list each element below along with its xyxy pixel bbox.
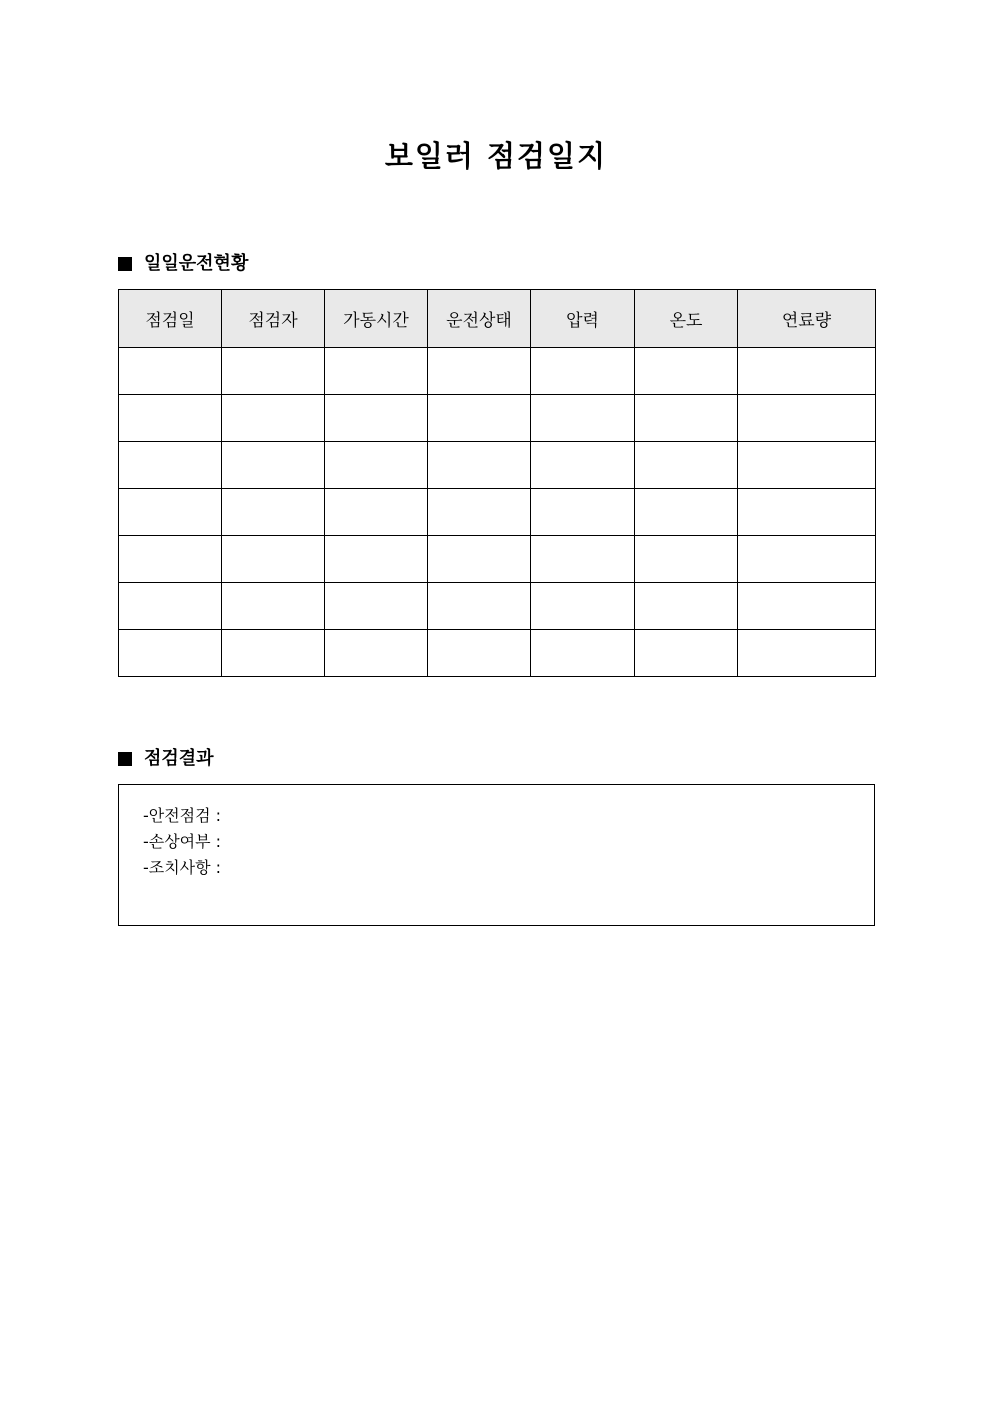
- table-cell[interactable]: [119, 442, 222, 489]
- table-cell[interactable]: [738, 442, 876, 489]
- result-line-safety-check: -안전점검 :: [143, 806, 222, 825]
- table-row: [119, 489, 876, 536]
- column-header-pressure: 압력: [531, 290, 635, 348]
- table-cell[interactable]: [635, 536, 738, 583]
- section-heading-label: 일일운전현황: [144, 253, 249, 274]
- result-lines: [143, 803, 221, 881]
- column-header-inspector: 점검자: [222, 290, 325, 348]
- table-cell[interactable]: [119, 348, 222, 395]
- column-header-operating-status: 운전상태: [428, 290, 531, 348]
- table-row: [119, 348, 876, 395]
- table-cell[interactable]: [325, 348, 428, 395]
- square-bullet-icon: [118, 752, 132, 766]
- square-bullet-icon: [118, 257, 132, 271]
- result-line-actions-taken: -조치사항 :: [143, 858, 222, 877]
- table-cell[interactable]: [222, 348, 325, 395]
- section-heading-daily-operation: [118, 252, 248, 276]
- table-cell[interactable]: [635, 583, 738, 630]
- table-cell[interactable]: [428, 442, 531, 489]
- table-cell[interactable]: [531, 489, 635, 536]
- table-header-row: [119, 290, 876, 348]
- table-cell[interactable]: [428, 395, 531, 442]
- table-cell[interactable]: [325, 583, 428, 630]
- daily-operation-table: [118, 289, 876, 677]
- table-cell[interactable]: [428, 630, 531, 677]
- table-cell[interactable]: [635, 348, 738, 395]
- table-cell[interactable]: [428, 583, 531, 630]
- table-cell[interactable]: [222, 583, 325, 630]
- table-cell[interactable]: [635, 489, 738, 536]
- table-cell[interactable]: [738, 536, 876, 583]
- table-cell[interactable]: [738, 583, 876, 630]
- column-header-operating-hours: 가동시간: [325, 290, 428, 348]
- table-cell[interactable]: [635, 442, 738, 489]
- table-cell[interactable]: [325, 489, 428, 536]
- table-cell[interactable]: [222, 395, 325, 442]
- table-row: [119, 583, 876, 630]
- table-cell[interactable]: [635, 395, 738, 442]
- section-heading-label: 점검결과: [144, 748, 214, 769]
- table-cell[interactable]: [119, 489, 222, 536]
- table-cell[interactable]: [531, 583, 635, 630]
- section-heading-inspection-result: [118, 747, 214, 771]
- table-cell[interactable]: [325, 536, 428, 583]
- table-cell[interactable]: [222, 630, 325, 677]
- table-cell[interactable]: [738, 395, 876, 442]
- table-cell[interactable]: [222, 489, 325, 536]
- table-cell[interactable]: [119, 536, 222, 583]
- table-cell[interactable]: [325, 395, 428, 442]
- table-cell[interactable]: [325, 442, 428, 489]
- table-cell[interactable]: [119, 583, 222, 630]
- table-cell[interactable]: [531, 348, 635, 395]
- document-title: 보일러 점검일지: [384, 139, 608, 173]
- table-cell[interactable]: [738, 489, 876, 536]
- table-cell[interactable]: [531, 442, 635, 489]
- table-cell[interactable]: [119, 630, 222, 677]
- column-header-temperature: 온도: [635, 290, 738, 348]
- table-cell[interactable]: [635, 630, 738, 677]
- table-row: [119, 442, 876, 489]
- table-cell[interactable]: [531, 630, 635, 677]
- table-cell[interactable]: [119, 395, 222, 442]
- table-row: [119, 395, 876, 442]
- table-cell[interactable]: [222, 536, 325, 583]
- table-cell[interactable]: [325, 630, 428, 677]
- table-row: [119, 536, 876, 583]
- table-cell[interactable]: [738, 630, 876, 677]
- table-cell[interactable]: [428, 536, 531, 583]
- result-line-damage-status: -손상여부 :: [143, 832, 222, 851]
- table-cell[interactable]: [531, 395, 635, 442]
- table-cell[interactable]: [428, 489, 531, 536]
- table-row: [119, 630, 876, 677]
- table-cell[interactable]: [222, 442, 325, 489]
- column-header-inspection-date: 점검일: [119, 290, 222, 348]
- table-cell[interactable]: [738, 348, 876, 395]
- table-cell[interactable]: [531, 536, 635, 583]
- inspection-result-box[interactable]: [118, 784, 875, 926]
- column-header-fuel-amount: 연료량: [738, 290, 876, 348]
- table-cell[interactable]: [428, 348, 531, 395]
